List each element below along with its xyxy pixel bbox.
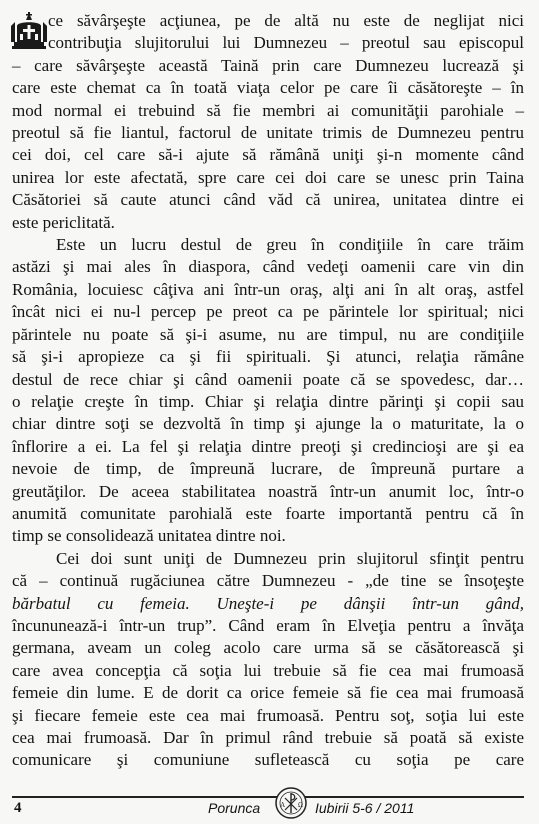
text-line: părintele nu poate să şi-i asume, nu are timpul, nu are condiţiile <box>12 324 524 344</box>
text-line: femeie din lume. E de dorit ca orice femeie să fie cea mai frumoasă <box>12 683 524 703</box>
text-line: care avea concepţia că soţia lui trebuie să fie cea mai frumoasă <box>12 660 524 680</box>
text-line: chiar dintre soţi se dezvoltă în timp şi ajunge la o maturitate, la o <box>12 414 524 434</box>
text-line: încât nici ei nu-l percep pe preot ca pe părintele lor spiritual; nici <box>12 302 524 322</box>
text-line: ce săvârşeşte acţiunea, pe de altă nu este de neglijat nici <box>48 11 524 30</box>
chi-rho-logo-icon <box>274 786 308 820</box>
text-line: că – continuă rugăciunea către Dumnezeu - „de tine se însoţeşte <box>12 571 524 591</box>
text-line: astăzi şi mai ales în diaspora, când vedeţi oamenii care vin din <box>12 257 524 277</box>
text-line: contribuţia slujitorului lui Dumnezeu – preotul sau episcopul <box>48 33 524 53</box>
text-line: preotul să fie liantul, factorul de unitate trimis de Dumnezeu pentru <box>12 123 524 143</box>
text-line: înflorire a ei. La fel şi relaţia dintre preoţi şi credincioşi are şi ea <box>12 436 524 456</box>
svg-text:A: A <box>280 802 285 809</box>
text-line: România, locuiesc câţiva ani într-un oraş, alţi ani în alt oraş, astfel <box>12 279 524 299</box>
text-line: unirea lor este afectată, spre care cei doi care se unesc prin Taina <box>12 167 524 187</box>
page-footer <box>12 796 524 822</box>
quote-line: încununează-i într-un trup”. Când eram în Elveţia pentru a învăţa <box>12 615 524 635</box>
quote-line: bărbatul cu femeia. Uneşte-i pe dânşii într-un gând, <box>12 593 524 613</box>
text-line: greutăţilor. De aceea stabilitatea noastră într-un anumit loc, într-o <box>12 481 524 501</box>
text-line: germana, aveam un coleg acolo care urma să se căsătorească şi <box>12 638 524 658</box>
text-line: timp se consolidează unitatea dintre noi. <box>12 526 286 546</box>
text-line: care este chemat ca în toată viaţa celor pe care îi căsătoreşte – în <box>12 78 524 98</box>
text-line: să şi-i apropieze ca şi fii spirituali. Şi atunci, relaţia rămâne <box>12 347 524 367</box>
paragraph-start: Cei doi sunt uniţi de Dumnezeu prin slujitorul sfinţit pentru <box>56 548 524 568</box>
page-number: 4 <box>14 800 22 816</box>
text-line: cei doi, cel care să-i ajute să rămână uniţi şi-n momente când <box>12 145 524 165</box>
text-line: şi fiecare femeie este cea mai frumoasă. Pentru soţ, soţia lui este <box>12 705 524 725</box>
paragraph-start: Este un lucru destul de greu în condiţiile în care trăim <box>56 235 524 255</box>
text-line: destul de rece chiar şi când oamenii poate că se spovedesc, dar… <box>12 369 524 389</box>
article-body <box>12 10 524 772</box>
text-line: – care săvârşeşte această Taină prin care Dumnezeu lucrează şi <box>12 55 524 75</box>
text-line: mod normal ei trebuind să fie membri ai comunităţii parohiale – <box>12 100 524 120</box>
text-line: anumită comunitate parohială este foarte importantă pentru că în <box>12 503 524 523</box>
text-line: comunicare şi comuniune sufletească cu soţia pe care <box>12 750 524 770</box>
text-line: cea mai frumoasă. Dar în primul rând trebuie să poată să existe <box>12 728 524 747</box>
svg-text:Ω: Ω <box>298 802 303 809</box>
text-line: o relaţie creşte în timp. Chiar şi relaţia dintre părinţi şi copii sau <box>12 391 524 411</box>
text-line: nevoie de timp, de împreună lucrare, de împreună purtare a <box>12 459 524 479</box>
text-line: este periclitată. <box>12 212 115 232</box>
journal-title-right: Iubirii 5-6 / 2011 <box>315 800 415 816</box>
text-line: Căsătoriei să caute atunci când văd că unirea, unitatea dintre ei <box>12 190 524 210</box>
journal-title-left: Porunca <box>208 800 261 816</box>
